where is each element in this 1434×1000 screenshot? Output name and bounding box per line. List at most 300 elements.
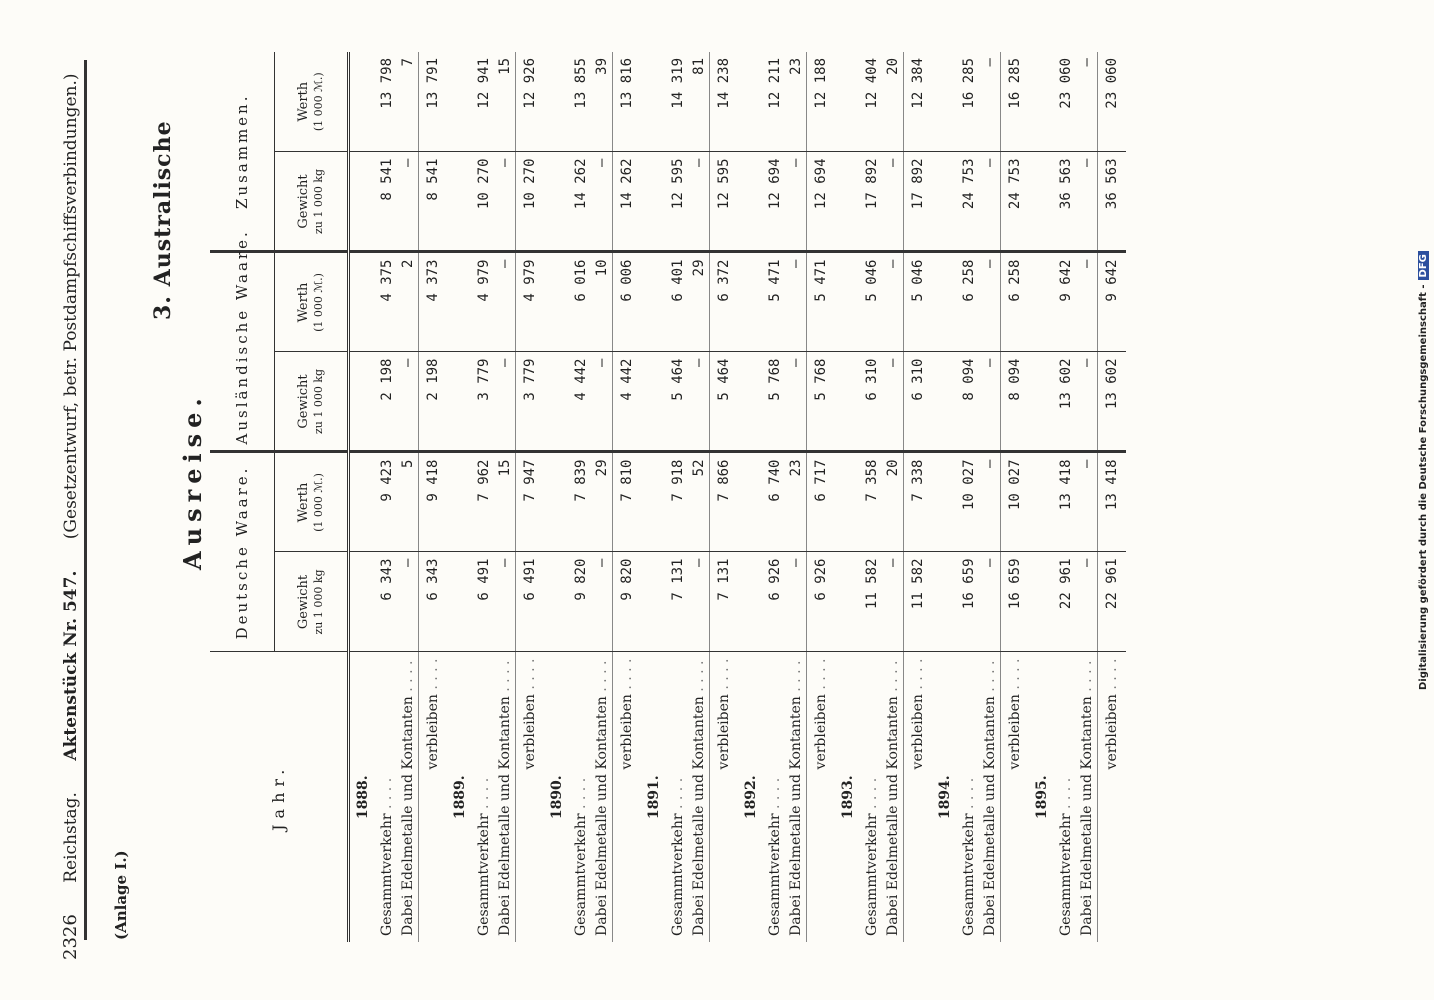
row-label-text: Dabei Edelmetalle und Kontanten bbox=[690, 696, 707, 936]
empty-cell bbox=[641, 52, 667, 152]
value-cell: — bbox=[688, 152, 710, 252]
value-cell: — bbox=[397, 352, 419, 452]
empty-cell bbox=[349, 252, 377, 352]
empty-cell bbox=[932, 252, 958, 352]
value-cell: 6 372 bbox=[710, 252, 739, 352]
table-row-gesamt bbox=[861, 52, 882, 942]
row-label-dabei bbox=[591, 652, 613, 942]
value-cell: 20 bbox=[882, 52, 904, 152]
value-cell: 4 979 bbox=[473, 252, 494, 352]
table-row-verbleiben bbox=[613, 52, 642, 942]
value-cell: 8 094 bbox=[958, 352, 979, 452]
value-cell: 10 bbox=[591, 252, 613, 352]
row-label-gesamt bbox=[861, 652, 882, 942]
table-row-verbleiben bbox=[807, 52, 836, 942]
value-cell: — bbox=[1076, 52, 1098, 152]
value-cell: 13 855 bbox=[570, 52, 591, 152]
value-cell: 39 bbox=[591, 52, 613, 152]
leader-dots: . . . . bbox=[669, 777, 686, 814]
value-cell: 2 bbox=[397, 252, 419, 352]
empty-cell bbox=[932, 552, 958, 652]
table-row-gesamt bbox=[376, 52, 397, 942]
empty-cell bbox=[835, 552, 861, 652]
page-number: 2326 bbox=[60, 914, 81, 960]
value-cell: 10 270 bbox=[473, 152, 494, 252]
year-label: 1893. bbox=[835, 652, 861, 942]
value-cell: 9 642 bbox=[1055, 252, 1076, 352]
table-row-dabei bbox=[882, 52, 904, 942]
subcol-gewicht-2 bbox=[275, 152, 349, 252]
value-cell: 22 961 bbox=[1098, 552, 1127, 652]
row-label-gesamt bbox=[570, 652, 591, 942]
value-cell: — bbox=[979, 452, 1001, 552]
row-label-gesamt bbox=[958, 652, 979, 942]
value-cell: 5 768 bbox=[807, 352, 836, 452]
value-cell: 7 839 bbox=[570, 452, 591, 552]
subcol-werth-1 bbox=[275, 252, 349, 352]
group-auslaendische: Ausländische Waare. bbox=[210, 252, 275, 452]
leader-dots: . . . . bbox=[425, 658, 441, 695]
value-cell: — bbox=[882, 352, 904, 452]
empty-cell bbox=[447, 352, 473, 452]
value-cell: — bbox=[785, 152, 807, 252]
row-label-text: Gesammtverkehr bbox=[669, 813, 686, 936]
value-cell: 7 338 bbox=[904, 452, 933, 552]
row-label-text: Dabei Edelmetalle und Kontanten bbox=[399, 696, 416, 936]
empty-cell bbox=[932, 452, 958, 552]
value-cell: — bbox=[591, 552, 613, 652]
empty-cell bbox=[1029, 352, 1055, 452]
empty-cell bbox=[738, 152, 764, 252]
empty-cell bbox=[349, 452, 377, 552]
group-deutsche: Deutsche Waare. bbox=[210, 452, 275, 652]
value-cell: — bbox=[979, 252, 1001, 352]
header-reichstag: Reichstag. bbox=[61, 792, 81, 883]
value-cell: 17 892 bbox=[904, 152, 933, 252]
empty-cell bbox=[544, 52, 570, 152]
value-cell: 6 740 bbox=[764, 452, 785, 552]
subcol-label: Werth bbox=[295, 282, 311, 323]
value-cell: 6 006 bbox=[613, 252, 642, 352]
header-rule bbox=[84, 60, 87, 940]
value-cell: 9 418 bbox=[419, 452, 448, 552]
value-cell: 12 694 bbox=[764, 152, 785, 252]
empty-cell bbox=[447, 252, 473, 352]
empty-cell bbox=[738, 452, 764, 552]
empty-cell bbox=[1029, 552, 1055, 652]
table-row-verbleiben bbox=[710, 52, 739, 942]
row-label-text: verbleiben bbox=[813, 694, 829, 770]
value-cell: 9 820 bbox=[613, 552, 642, 652]
leader-dots: . . . . bbox=[690, 660, 707, 697]
row-label-text: Gesammtverkehr bbox=[1057, 813, 1074, 936]
value-cell: — bbox=[882, 552, 904, 652]
empty-cell bbox=[544, 152, 570, 252]
value-cell: 13 418 bbox=[1055, 452, 1076, 552]
value-cell: 81 bbox=[688, 52, 710, 152]
empty-cell bbox=[1029, 452, 1055, 552]
value-cell: 52 bbox=[688, 452, 710, 552]
leader-dots: . . . . bbox=[496, 660, 513, 697]
value-cell: 15 bbox=[494, 452, 516, 552]
value-cell: 22 961 bbox=[1055, 552, 1076, 652]
trade-table-frame bbox=[210, 52, 1350, 942]
table-row-dabei bbox=[591, 52, 613, 942]
row-label-gesamt bbox=[473, 652, 494, 942]
value-cell: 4 373 bbox=[419, 252, 448, 352]
leader-dots: . . . . bbox=[399, 660, 416, 697]
empty-cell bbox=[738, 252, 764, 352]
table-row-dabei bbox=[979, 52, 1001, 942]
row-label-gesamt bbox=[376, 652, 397, 942]
empty-cell bbox=[738, 52, 764, 152]
empty-cell bbox=[932, 52, 958, 152]
row-label-text: verbleiben bbox=[716, 694, 732, 770]
value-cell: — bbox=[785, 552, 807, 652]
subcol-werth-0 bbox=[275, 452, 349, 552]
table-row-verbleiben bbox=[904, 52, 933, 942]
row-label-dabei bbox=[979, 652, 1001, 942]
value-cell: 12 404 bbox=[861, 52, 882, 152]
value-cell: 6 926 bbox=[764, 552, 785, 652]
subcol-unit: (1 000 ℳ.) bbox=[312, 473, 326, 532]
row-label-text: Gesammtverkehr bbox=[378, 813, 395, 936]
value-cell: 4 979 bbox=[516, 252, 545, 352]
subcol-unit: zu 1 000 kg bbox=[312, 168, 326, 235]
year-label: 1890. bbox=[544, 652, 570, 942]
value-cell: 23 060 bbox=[1098, 52, 1127, 152]
row-label-verbleiben bbox=[1098, 652, 1127, 942]
value-cell: 29 bbox=[591, 452, 613, 552]
subcol-unit: (1 000 ℳ.) bbox=[312, 273, 326, 332]
value-cell: 5 464 bbox=[710, 352, 739, 452]
subcol-unit: (1 000 ℳ.) bbox=[312, 72, 326, 132]
row-label-text: Gesammtverkehr bbox=[863, 813, 880, 936]
value-cell: 6 258 bbox=[1001, 252, 1030, 352]
value-cell: 12 694 bbox=[807, 152, 836, 252]
empty-cell bbox=[835, 452, 861, 552]
leader-dots: . . . . bbox=[766, 777, 783, 814]
year-label: 1891. bbox=[641, 652, 667, 942]
value-cell: 12 595 bbox=[667, 152, 688, 252]
value-cell: — bbox=[979, 552, 1001, 652]
empty-cell bbox=[641, 552, 667, 652]
value-cell: 36 563 bbox=[1098, 152, 1127, 252]
value-cell: 13 816 bbox=[613, 52, 642, 152]
value-cell: 7 131 bbox=[710, 552, 739, 652]
row-label-text: Gesammtverkehr bbox=[572, 813, 589, 936]
leader-dots: . . . . bbox=[884, 660, 901, 697]
row-label-text: verbleiben bbox=[619, 694, 635, 770]
value-cell: 2 198 bbox=[376, 352, 397, 452]
value-cell: 23 bbox=[785, 452, 807, 552]
year-label: 1888. bbox=[349, 652, 377, 942]
value-cell: 24 753 bbox=[958, 152, 979, 252]
leader-dots: . . . . bbox=[522, 658, 538, 695]
empty-cell bbox=[738, 552, 764, 652]
row-label-text: Gesammtverkehr bbox=[766, 813, 783, 936]
credit-text: Digitalisierung gefördert durch die Deutsche Forschungsgemeinschaft - bbox=[1418, 284, 1429, 690]
value-cell: 12 211 bbox=[764, 52, 785, 152]
value-cell: 24 753 bbox=[1001, 152, 1030, 252]
empty-cell bbox=[932, 152, 958, 252]
row-label-text: verbleiben bbox=[910, 694, 926, 770]
row-label-text: Dabei Edelmetalle und Kontanten bbox=[496, 696, 513, 936]
value-cell: 5 471 bbox=[764, 252, 785, 352]
empty-cell bbox=[1029, 152, 1055, 252]
empty-cell bbox=[349, 352, 377, 452]
year-label: 1889. bbox=[447, 652, 473, 942]
empty-cell bbox=[932, 352, 958, 452]
running-header bbox=[60, 60, 100, 960]
table-row-gesamt bbox=[667, 52, 688, 942]
empty-cell bbox=[544, 252, 570, 352]
value-cell: — bbox=[979, 352, 1001, 452]
row-label-dabei bbox=[1076, 652, 1098, 942]
value-cell: — bbox=[591, 152, 613, 252]
table-row-gesamt bbox=[570, 52, 591, 942]
table-row-dabei bbox=[397, 52, 419, 942]
leader-dots: . . . . bbox=[1078, 660, 1095, 697]
value-cell: 13 418 bbox=[1098, 452, 1127, 552]
row-label-text: Dabei Edelmetalle und Kontanten bbox=[593, 696, 610, 936]
value-cell: — bbox=[882, 152, 904, 252]
value-cell: 13 602 bbox=[1098, 352, 1127, 452]
row-label-verbleiben bbox=[904, 652, 933, 942]
value-cell: 6 343 bbox=[419, 552, 448, 652]
subcol-gewicht-1 bbox=[275, 352, 349, 452]
value-cell: 12 595 bbox=[710, 152, 739, 252]
empty-cell bbox=[835, 52, 861, 152]
empty-cell bbox=[641, 452, 667, 552]
row-label-verbleiben bbox=[710, 652, 739, 942]
row-label-verbleiben bbox=[419, 652, 448, 942]
leader-dots: . . . . bbox=[787, 660, 804, 697]
row-label-dabei bbox=[397, 652, 419, 942]
value-cell: 5 bbox=[397, 452, 419, 552]
row-label-verbleiben bbox=[613, 652, 642, 942]
value-cell: — bbox=[785, 352, 807, 452]
value-cell: — bbox=[1076, 452, 1098, 552]
year-label: 1892. bbox=[738, 652, 764, 942]
row-label-gesamt bbox=[667, 652, 688, 942]
subcol-label: Gewicht bbox=[295, 574, 311, 630]
value-cell: 6 491 bbox=[473, 552, 494, 652]
table-row-gesamt bbox=[958, 52, 979, 942]
group-zusammen: Zusammen. bbox=[210, 52, 275, 252]
empty-cell bbox=[641, 152, 667, 252]
value-cell: 16 659 bbox=[958, 552, 979, 652]
leader-dots: . . . . bbox=[813, 658, 829, 695]
value-cell: — bbox=[688, 552, 710, 652]
subcol-gewicht-0 bbox=[275, 552, 349, 652]
value-cell: 11 582 bbox=[904, 552, 933, 652]
table-row-gesamt bbox=[1055, 52, 1076, 942]
value-cell: 9 423 bbox=[376, 452, 397, 552]
value-cell: 7 962 bbox=[473, 452, 494, 552]
section-title: 3. Australische bbox=[150, 120, 176, 320]
header-subject: (Gesetzentwurf, betr. Postdampfschiffsverbindungen.) bbox=[61, 73, 81, 540]
value-cell: 17 892 bbox=[861, 152, 882, 252]
value-cell: — bbox=[494, 352, 516, 452]
dfg-badge: DFG bbox=[1418, 251, 1429, 280]
empty-cell bbox=[447, 552, 473, 652]
value-cell: — bbox=[397, 152, 419, 252]
value-cell: 5 046 bbox=[904, 252, 933, 352]
value-cell: 23 bbox=[785, 52, 807, 152]
value-cell: 11 582 bbox=[861, 552, 882, 652]
value-cell: — bbox=[1076, 252, 1098, 352]
value-cell: 6 491 bbox=[516, 552, 545, 652]
empty-cell bbox=[738, 352, 764, 452]
value-cell: 5 768 bbox=[764, 352, 785, 452]
subcol-unit: zu 1 000 kg bbox=[312, 569, 326, 635]
row-label-gesamt bbox=[764, 652, 785, 942]
value-cell: 14 262 bbox=[570, 152, 591, 252]
row-label-verbleiben bbox=[516, 652, 545, 942]
leader-dots: . . . . bbox=[960, 777, 977, 814]
table-row-verbleiben bbox=[516, 52, 545, 942]
value-cell: 6 343 bbox=[376, 552, 397, 652]
digitization-credit bbox=[1418, 251, 1429, 690]
value-cell: 10 027 bbox=[958, 452, 979, 552]
value-cell: 2 198 bbox=[419, 352, 448, 452]
table-row-verbleiben bbox=[1098, 52, 1127, 942]
empty-cell bbox=[1029, 252, 1055, 352]
value-cell: 20 bbox=[882, 452, 904, 552]
row-label-text: Dabei Edelmetalle und Kontanten bbox=[787, 696, 804, 936]
table-row-gesamt bbox=[473, 52, 494, 942]
empty-cell bbox=[641, 352, 667, 452]
value-cell: 6 926 bbox=[807, 552, 836, 652]
value-cell: 5 464 bbox=[667, 352, 688, 452]
leader-dots: . . . . bbox=[572, 777, 589, 814]
year-label: 1894. bbox=[932, 652, 958, 942]
value-cell: 6 401 bbox=[667, 252, 688, 352]
leader-dots: . . . . bbox=[863, 777, 880, 814]
value-cell: — bbox=[494, 152, 516, 252]
value-cell: 4 375 bbox=[376, 252, 397, 352]
empty-cell bbox=[835, 152, 861, 252]
table-row-dabei bbox=[494, 52, 516, 942]
empty-cell bbox=[1029, 52, 1055, 152]
leader-dots: . . . . bbox=[1007, 658, 1023, 695]
col-jahr: Jahr. bbox=[210, 652, 349, 942]
subcol-unit: zu 1 000 kg bbox=[312, 368, 326, 435]
value-cell: 9 820 bbox=[570, 552, 591, 652]
value-cell: 36 563 bbox=[1055, 152, 1076, 252]
empty-cell bbox=[349, 552, 377, 652]
value-cell: 6 717 bbox=[807, 452, 836, 552]
value-cell: 4 442 bbox=[570, 352, 591, 452]
value-cell: 14 262 bbox=[613, 152, 642, 252]
leader-dots: . . . . bbox=[1057, 777, 1074, 814]
row-label-dabei bbox=[882, 652, 904, 942]
value-cell: 8 541 bbox=[376, 152, 397, 252]
value-cell: 7 358 bbox=[861, 452, 882, 552]
value-cell: 13 791 bbox=[419, 52, 448, 152]
empty-cell bbox=[835, 252, 861, 352]
row-label-text: Dabei Edelmetalle und Kontanten bbox=[1078, 696, 1095, 936]
value-cell: 4 442 bbox=[613, 352, 642, 452]
leader-dots: . . . . bbox=[378, 777, 395, 814]
leader-dots: . . . . bbox=[1104, 658, 1120, 695]
subcol-label: Gewicht bbox=[295, 174, 311, 229]
value-cell: 5 046 bbox=[861, 252, 882, 352]
value-cell: 7 bbox=[397, 52, 419, 152]
row-label-text: Dabei Edelmetalle und Kontanten bbox=[884, 696, 901, 936]
value-cell: — bbox=[979, 152, 1001, 252]
value-cell: 7 947 bbox=[516, 452, 545, 552]
value-cell: 16 285 bbox=[1001, 52, 1030, 152]
table-row-dabei bbox=[688, 52, 710, 942]
table-row-verbleiben bbox=[1001, 52, 1030, 942]
value-cell: 9 642 bbox=[1098, 252, 1127, 352]
value-cell: 6 310 bbox=[904, 352, 933, 452]
empty-cell bbox=[447, 52, 473, 152]
empty-cell bbox=[349, 52, 377, 152]
value-cell: 16 285 bbox=[958, 52, 979, 152]
empty-cell bbox=[447, 452, 473, 552]
subcol-werth-2 bbox=[275, 52, 349, 152]
empty-cell bbox=[544, 452, 570, 552]
subcol-label: Werth bbox=[295, 482, 311, 523]
value-cell: — bbox=[882, 252, 904, 352]
value-cell: 6 016 bbox=[570, 252, 591, 352]
value-cell: — bbox=[494, 252, 516, 352]
row-label-text: Gesammtverkehr bbox=[475, 813, 492, 936]
value-cell: 6 310 bbox=[861, 352, 882, 452]
value-cell: 12 941 bbox=[473, 52, 494, 152]
value-cell: 23 060 bbox=[1055, 52, 1076, 152]
row-label-verbleiben bbox=[807, 652, 836, 942]
row-label-text: verbleiben bbox=[1007, 694, 1023, 770]
row-label-text: verbleiben bbox=[522, 694, 538, 770]
value-cell: 3 779 bbox=[473, 352, 494, 452]
empty-cell bbox=[349, 152, 377, 252]
table-row-verbleiben bbox=[419, 52, 448, 942]
empty-cell bbox=[544, 352, 570, 452]
row-label-text: verbleiben bbox=[425, 694, 441, 770]
value-cell: 3 779 bbox=[516, 352, 545, 452]
value-cell: — bbox=[591, 352, 613, 452]
leader-dots: . . . . bbox=[716, 658, 732, 695]
value-cell: — bbox=[397, 552, 419, 652]
value-cell: 8 094 bbox=[1001, 352, 1030, 452]
value-cell: — bbox=[1076, 152, 1098, 252]
leader-dots: . . . . bbox=[981, 660, 998, 697]
row-label-text: verbleiben bbox=[1104, 694, 1120, 770]
table-row-gesamt bbox=[764, 52, 785, 942]
row-label-dabei bbox=[688, 652, 710, 942]
row-label-text: Gesammtverkehr bbox=[960, 813, 977, 936]
value-cell: 29 bbox=[688, 252, 710, 352]
row-label-dabei bbox=[494, 652, 516, 942]
value-cell: — bbox=[494, 552, 516, 652]
value-cell: 10 027 bbox=[1001, 452, 1030, 552]
value-cell: 8 541 bbox=[419, 152, 448, 252]
row-label-text: Dabei Edelmetalle und Kontanten bbox=[981, 696, 998, 936]
value-cell: 15 bbox=[494, 52, 516, 152]
empty-cell bbox=[641, 252, 667, 352]
value-cell: 13 602 bbox=[1055, 352, 1076, 452]
empty-cell bbox=[544, 552, 570, 652]
value-cell: — bbox=[688, 352, 710, 452]
empty-cell bbox=[447, 152, 473, 252]
subcol-label: Werth bbox=[295, 81, 311, 122]
year-label: 1895. bbox=[1029, 652, 1055, 942]
trade-table bbox=[210, 52, 1126, 942]
